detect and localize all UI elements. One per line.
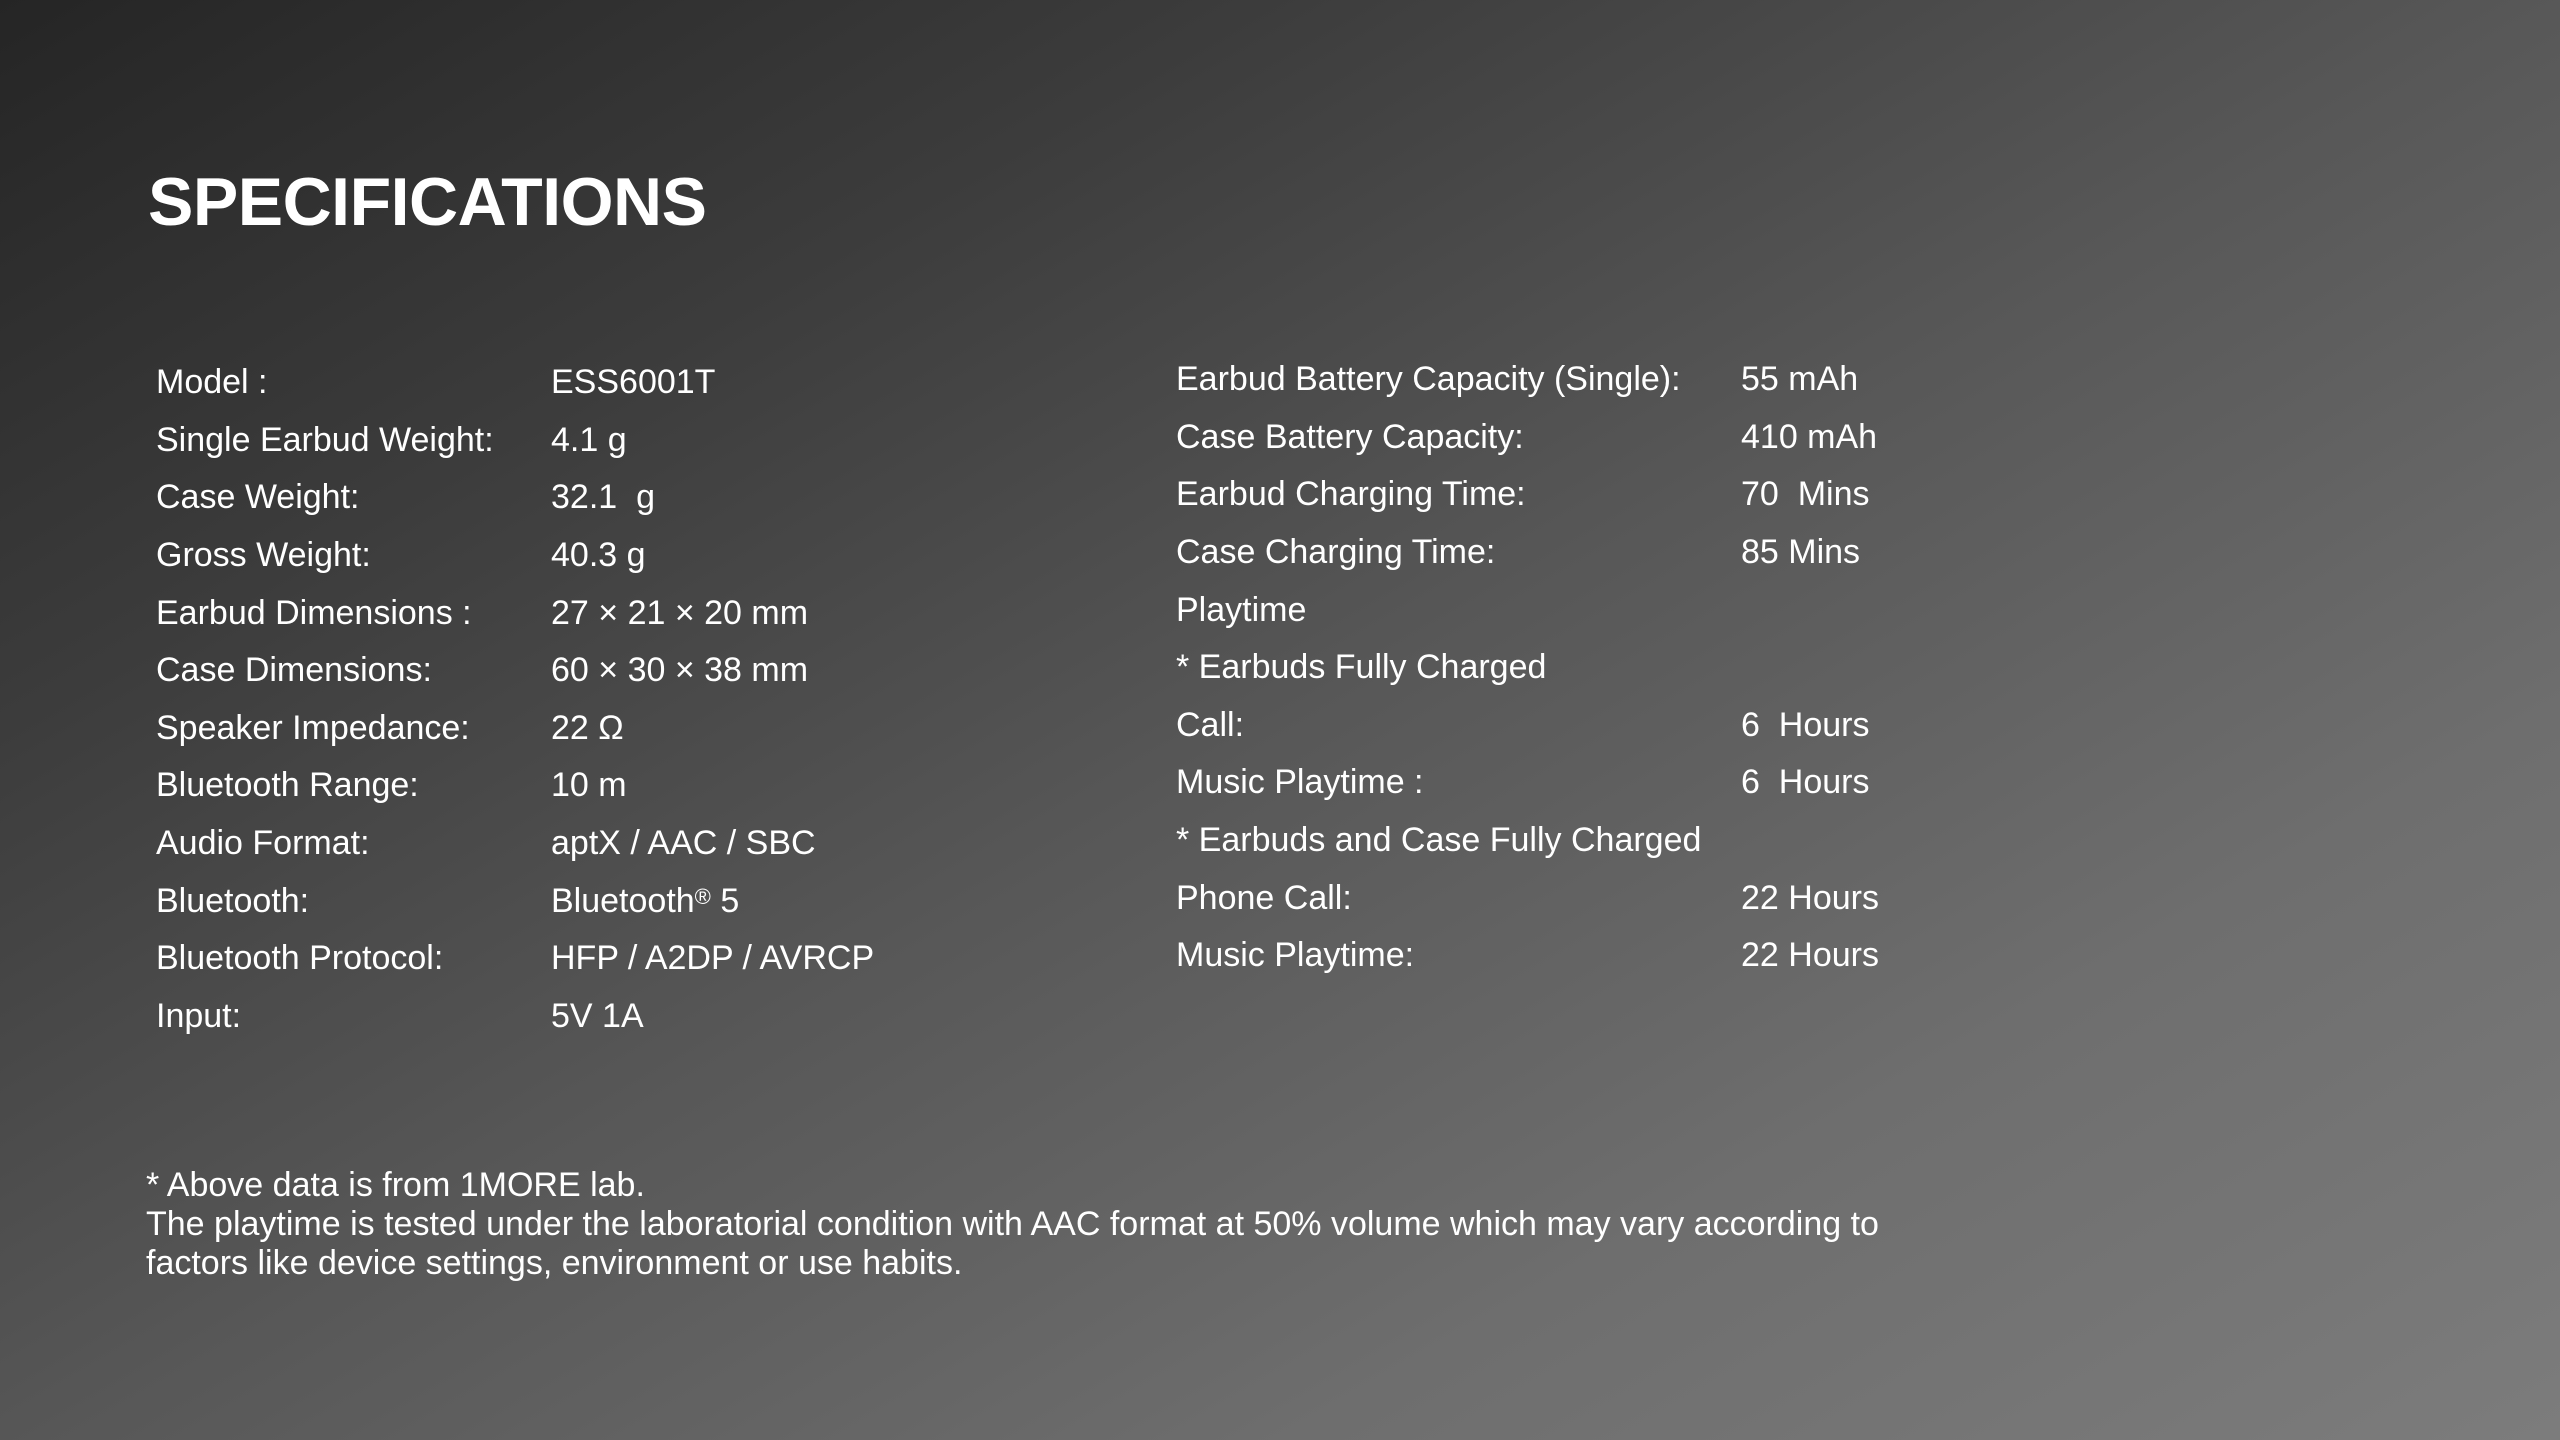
spec-value: 40.3 g	[551, 536, 646, 575]
spec-value: 5V 1A	[551, 996, 644, 1035]
spec-row-model	[156, 354, 874, 412]
spec-row-bluetooth-range	[156, 757, 874, 815]
spec-row-case-dimensions	[156, 642, 874, 700]
spec-row-earbud-dimensions	[156, 584, 874, 642]
spec-row-case-weight	[156, 469, 874, 527]
page-title: SPECIFICATIONS	[148, 164, 707, 240]
spec-row-earbud-battery-capacity	[1176, 351, 1879, 409]
spec-label: Call:	[1176, 705, 1245, 744]
spec-value: 410 mAh	[1741, 417, 1878, 456]
spec-value	[551, 882, 739, 921]
spec-value: 27 × 21 × 20 mm	[551, 593, 809, 632]
spec-row-case-charging-time	[1176, 524, 1879, 582]
spec-value: 32.1 g	[551, 478, 655, 517]
spec-value-suffix: 5	[710, 881, 740, 920]
spec-row-speaker-impedance	[156, 700, 874, 758]
spec-section-heading: Playtime	[1176, 590, 1307, 629]
spec-label: Input:	[156, 996, 242, 1035]
spec-label: Single Earbud Weight:	[156, 420, 494, 459]
spec-row-music-playtime-total	[1176, 927, 1879, 985]
spec-value: 6 Hours	[1741, 763, 1870, 802]
spec-value: 22 Hours	[1741, 878, 1879, 917]
spec-row-music-playtime	[1176, 754, 1879, 812]
spec-label: Music Playtime :	[1176, 763, 1424, 802]
spec-label: Case Weight:	[156, 478, 360, 517]
spec-label: Phone Call:	[1176, 878, 1352, 917]
spec-note-earbuds-fully-charged	[1176, 639, 1879, 697]
spec-value: 70 Mins	[1741, 475, 1870, 514]
spec-label: Model :	[156, 363, 268, 402]
spec-section-note: * Earbuds Fully Charged	[1176, 648, 1547, 687]
spec-label: Case Charging Time:	[1176, 533, 1496, 572]
spec-row-audio-format	[156, 815, 874, 873]
spec-row-input	[156, 988, 874, 1046]
spec-heading-playtime	[1176, 581, 1879, 639]
spec-label: Earbud Charging Time:	[1176, 475, 1526, 514]
spec-row-bluetooth-protocol	[156, 930, 874, 988]
spec-value: 85 Mins	[1741, 533, 1861, 572]
spec-label: Earbud Dimensions :	[156, 593, 472, 632]
spec-value: 55 mAh	[1741, 360, 1859, 399]
spec-value-text: Bluetooth	[551, 881, 695, 920]
spec-label: Music Playtime:	[1176, 936, 1415, 975]
spec-value: 22 Hours	[1741, 936, 1879, 975]
spec-row-single-earbud-weight	[156, 412, 874, 470]
spec-list-left	[156, 354, 874, 1045]
spec-value: 60 × 30 × 38 mm	[551, 651, 809, 690]
spec-row-earbud-charging-time	[1176, 466, 1879, 524]
spec-label: Speaker Impedance:	[156, 708, 470, 747]
spec-list-right	[1176, 351, 1879, 985]
footnote-disclaimer-line-1: The playtime is tested under the laboratorial condition with AAC format at 50% volume which may vary according to	[146, 1205, 1879, 1243]
spec-row-bluetooth	[156, 872, 874, 930]
footnote-disclaimer-line-2: factors like device settings, environment or use habits.	[146, 1244, 963, 1282]
footnote-source: * Above data is from 1MORE lab.	[146, 1166, 645, 1204]
footnote	[146, 1166, 2146, 1283]
spec-value: ESS6001T	[551, 363, 716, 402]
spec-label: Gross Weight:	[156, 536, 371, 575]
spec-row-gross-weight	[156, 527, 874, 585]
registered-mark: ®	[694, 883, 711, 909]
spec-note-earbuds-and-case-fully-charged	[1176, 812, 1879, 870]
spec-value: HFP / A2DP / AVRCP	[551, 939, 875, 978]
spec-label: Bluetooth Range:	[156, 766, 419, 805]
spec-label: Bluetooth:	[156, 881, 310, 920]
spec-value: 10 m	[551, 766, 627, 805]
spec-value: 6 Hours	[1741, 705, 1870, 744]
spec-label: Earbud Battery Capacity (Single):	[1176, 360, 1681, 399]
spec-value: aptX / AAC / SBC	[551, 824, 816, 863]
spec-row-call	[1176, 697, 1879, 755]
spec-label: Bluetooth Protocol:	[156, 939, 444, 978]
spec-row-case-battery-capacity	[1176, 409, 1879, 467]
spec-section-note: * Earbuds and Case Fully Charged	[1176, 821, 1702, 860]
spec-value: 22 Ω	[551, 708, 624, 747]
spec-label: Audio Format:	[156, 824, 370, 863]
spec-label: Case Dimensions:	[156, 651, 432, 690]
spec-row-phone-call	[1176, 869, 1879, 927]
spec-label: Case Battery Capacity:	[1176, 417, 1524, 456]
spec-value: 4.1 g	[551, 420, 627, 459]
